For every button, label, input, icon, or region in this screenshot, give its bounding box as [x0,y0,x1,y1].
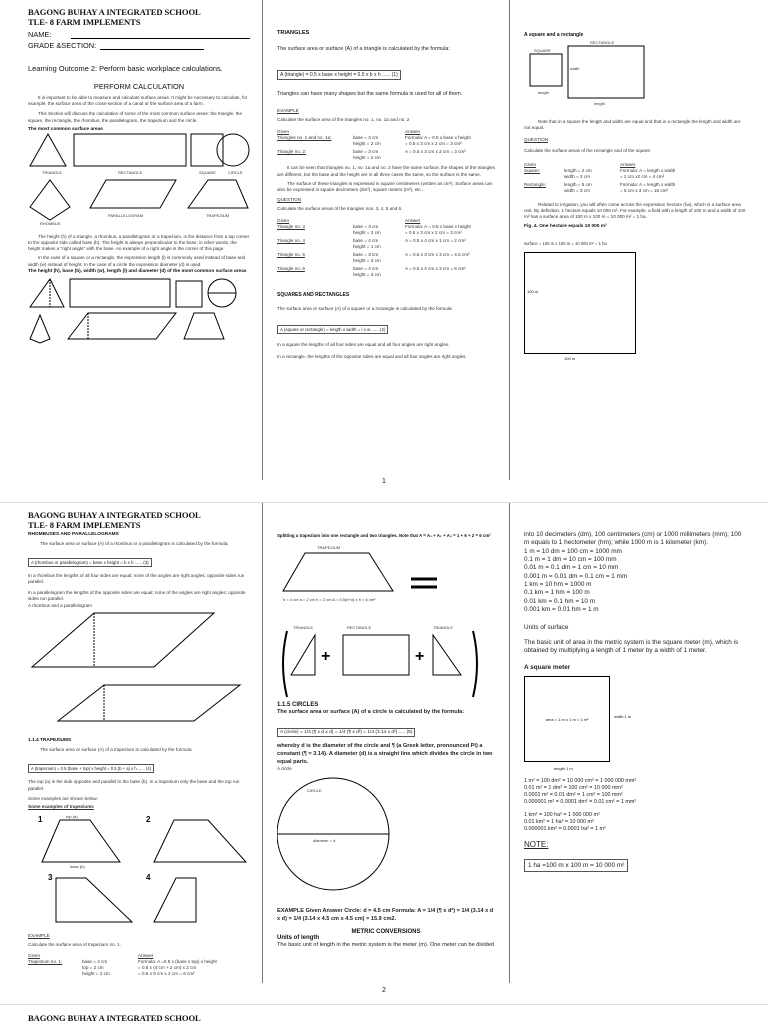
conversion-item: 0.1 m = 1 dm = 10 cm = 100 mm [524,556,617,564]
page-1 [0,0,768,500]
triangle-shape [30,134,66,166]
circle-small-label: A circle [277,765,292,771]
side-label: 100 m [527,289,539,295]
trapezium-examples: Some examples of trapeziums [28,804,94,810]
area-equation: 1 m² = 100 dm² = 10 000 cm² = 1 000 000 mm² [524,778,637,785]
squares-text: The surface area or surface (A) of a square or a rectangle is calculated by the formula: [277,305,453,311]
subject-title: TLE- 8 FARM IMPLEMENTS [28,520,141,530]
table-row [277,135,495,147]
page-2 [0,502,768,1003]
rectangle-shape [74,134,186,166]
circle-shape [217,134,249,166]
hectare-equations [524,812,746,833]
diameter-label: diameter = d [313,837,336,843]
table-row [277,238,495,250]
square-rectangle-title: A square and a rectangle [524,32,584,38]
conversion-item: 0.1 km = 1 hm = 100 m [524,589,590,597]
circles-title: 1.1.5 CIRCLES [277,701,319,708]
figure-caption: Fig. 4. One hectare equals 10 000 m² [524,224,607,230]
plus-sign: + [321,647,331,665]
table-row [277,252,495,264]
shape-label: TRAPEZIUM [206,212,230,218]
column-divider [262,0,263,480]
page-number: 1 [382,478,386,485]
units-length-text: The basic unit of length in the metric system is the meter (m). One meter can be divided [277,941,495,948]
row-answer: Formula: A = length x width = 5 cm x 3 cm = 15 cm² [620,181,676,193]
measurements-figure [28,275,250,345]
measure-title: The height (h), base (b), width (w), length (l) and diameter (d) of the most common surface areas [28,268,247,274]
square-paragraph: In the case of a square or a rectangle, the expression length (l) is commonly used instead of base and width (w) instead of height. In the case of a circle the expression diameter (d) is used. [28,255,246,267]
trapezium-note: The top (a) is the side opposite and parallel to the base (b). In a trapezium only the base and the top run parallel. [28,779,240,791]
length-intro: into 10 decimeters (dm), 100 centimeters (cm) or 1000 millimeters (mm); 100 m equals to 1 hectometer (hm); while 1000 m is 1 kilometer (km). [524,531,742,547]
intro-paragraph: It is important to be able to measure and calculate surface areas. It might be necessary to calculate, for example, the surface area of the cross-section of a canal or the surface area of a farm. [28,95,248,107]
row-name: Triangle no. 3 [277,223,305,229]
page2-column-3 [524,503,746,1003]
trapezium-text: The surface area or surface (A) of a trapezium is calculated by the formula: [40,747,193,753]
school-name: BAGONG BUHAY A INTEGRATED SCHOOL [28,510,201,520]
question-rows [277,224,495,278]
row-name: Triangle no. 2: [277,149,307,155]
rhombus-title: RHOMBUSES AND PARALLELOGRAMS [28,532,119,537]
square-rectangle-figure [524,38,746,108]
squares-title: SQUARES AND RECTANGLES [277,291,350,298]
rhombus-shape [30,180,70,220]
square-rows [524,168,746,194]
parallelogram-note: In a parallelogram the lengths of the opposite sides are equal; none of the angles are right angles; opposite sides run parallel. [28,589,246,601]
trapezium-split-figure [277,539,495,699]
area-equation: 0.000001 m² = 0.0001 dm² = 0.01 cm² = 1 mm² [524,799,637,806]
shape-label: TRIANGLE [42,169,63,175]
example-label: EXAMPLE [28,933,50,939]
parallelogram-shape [58,685,240,721]
page-number: 2 [382,987,386,994]
conversion-list [524,548,746,615]
column-divider [509,0,510,480]
square-meter-area: area = 1 m x 1 m = 1 m² [524,676,610,762]
circle-label: CIRCLE [307,787,322,793]
grade-field[interactable] [28,41,204,50]
svg-text:TRIANGLE: TRIANGLE [293,624,314,630]
school-name: BAGONG BUHAY A INTEGRATED SCHOOL [28,7,201,17]
row-answer: A = 0.5 x 4 cm x 1 cm = 2 cm² [405,237,466,243]
column-divider [509,503,510,983]
answer-label: Answer [138,952,154,958]
trapezium-some: Some examples are shown below: [28,795,98,801]
svg-text:TRIANGLE: TRIANGLE [433,624,454,630]
example-text: Calculate the surface area of the triangles no. 1, no. 1a and no. 2 [277,117,410,123]
example-rows [277,135,495,161]
page1-column-3 [524,0,746,500]
name-label: NAME: [28,30,52,39]
circle-example: EXAMPLE Given Answer Circle: d = 4.5 cm Formula: A = 1/4 (¶ x d²) = 1/4 (3.14 x d x d) = 1/4 (3.14 x 4.5 cm x 4.5 cm) = 15.9 cm2. [277,907,494,922]
hectare-equation: 0.000001 km² = 0.0001 ha² = 1 m² [524,826,606,833]
name-field[interactable] [28,30,250,39]
sqrect-note: Note that in a square the length and width are equal and that in a rectangle the length and width are not equal. [524,119,741,131]
row-given: base = 3 cm height = 2 cm [353,223,381,235]
row-given: base = 3 cm height = 2 cm [353,149,381,161]
trapezium-number: 1 [38,815,43,825]
conversion-item: 1 km = 10 hm = 1000 m [524,581,592,589]
page2-column-1 [28,503,250,1003]
shape-label: RHOMBUS [40,220,61,226]
note-label: NOTE: [524,840,549,850]
length-label: length 1 m [554,766,573,772]
length-label: length [538,90,549,95]
split-trapezium-label: TRAPEZIUM [317,544,341,550]
common-areas-title: The most common surface areas [28,126,103,132]
given-label: Given [524,161,537,167]
row-answer: A = 0.5 x 4 cm x 3 cm = 6 cm² [405,265,466,271]
circles-text: The surface area or surface (A) of a circle is calculated by the formula: [277,708,465,715]
circle-formula: A (circle) = 1/4 (¶ x d x d) = 1/4 (¶ x d²) = 1/4 (3.14 x d²) ..... (5) [277,728,415,737]
rectangle-note: In a rectangle, the lengths of the opposite sides are equal and all four angles are right angles. [277,354,467,360]
shape-label: CIRCLE [228,169,243,175]
trapezium-number: 4 [146,873,151,883]
triangle-note: Triangles can have many shapes but the same formula is used for all of them. [277,91,463,97]
rectangle-shape [568,46,644,98]
parallelogram-shape [90,180,176,208]
circle-figure [277,772,495,902]
height-paragraph: The height (h) of a triangle, a rhombus, a parallelogram or a trapezium, is the distance from a top corner to the opposite side called base (b). The height is always perpendicular to the base; in other words, the height makes a "right angle" with the base. An example of a right angle is the corner of this page. [28,233,250,252]
hectare-equation: 0.01 km² = 1 ha² = 10 000 m² [524,819,594,826]
bottom-label: 100 m [564,356,576,362]
question-label: QUESTION [277,197,301,203]
base-label: base (b) [70,864,85,870]
hectare-text: Related to irrigation, you will often come across the expression hectare (ha), which is a surface area unit. By definition, 1 hectare equals 10 000 m². For example, a field with a length of 100 m and a width of 100 m² has a surface area of 100 m x 100 m = 10 000 m² = 1 ha. [524,201,746,220]
figure-formula: surface = 100 m x 100 m = 10 000 m² = 1 ha [524,241,607,247]
trapezium-examples-figure [28,810,250,926]
given-label: Given [277,129,290,135]
square-formula: A (square or rectangle) = length x width = l x w ...... (2) [277,325,388,334]
row-answer: A = 0.5 x 3 cm x 3 cm = 4.5 cm² [405,251,470,257]
trapezium-title: 1.1.4 TRAPEZIUMS [28,738,72,744]
row-answer: Formula: A = 0.5 x base x height = 0.5 x 3 cm x 2 cm = 3 cm² [405,223,471,235]
row-name: Triangle no. 4 [277,237,305,243]
given-label: Given [277,217,290,223]
conversion-item: 0.001 km = 0.01 hm = 1 m [524,606,599,614]
row-name: Square: [524,167,541,173]
trapezium-number: 3 [48,873,53,883]
trap-row: Trapezium no. 1: base = 4 cm top = 2 cm height = 2 cm Formula: A =0.5 x (base x top) x height = 0.5 x (4 cm + 2 cm) x 2 cm = 0.5 x 6 cm x 2 cm = 6 cm² [28,958,217,976]
question-text: Calculate the surface areas of the triangles nos. 3, 4, 5 and 6. [277,206,403,212]
units-surface-text: The basic unit of area in the metric system is the square meter (m), which is obtained by multiplying a length of 1 meter by a width of 1 meter. [524,638,739,655]
conversion-item: 1 m = 10 dm = 100 cm = 1000 mm [524,547,622,555]
row-name: Triangles no. 1 and no. 1a: [277,135,332,141]
hectare-square [524,252,636,354]
area-equation: 0.01 m² = 1 dm² = 100 cm² = 10 000 mm² [524,785,623,792]
school-name: BAGONG BUHAY A INTEGRATED SCHOOL [28,1013,201,1023]
row-given: base = 4 cm height = 3 cm [353,265,381,277]
intro-paragraph: This Section will discuss the calculation of some of the most common surface areas: the triangle, the square, the rectangle, the rhombus, the parallelogram, the trapezium and the circle. [28,111,243,123]
page1-column-1 [28,0,250,500]
grade-line[interactable] [100,41,204,50]
width-label: width 1 m [614,714,632,720]
column-divider [262,503,263,983]
table-row [277,224,495,236]
rhombus-formula: A (rhombus or parallelogram) = base x height = b x h ...... (3) [28,558,152,567]
conversion-item: 0.001 m = 0.01 dm = 0.1 cm = 1 mm [524,572,628,580]
split-values: b = 4 cm a = 2 cm h = 2 cm A = 0.5(b+a) x h = 6 cm² [283,596,376,602]
example-text: Calculate the surface area of trapezium no. 1. [28,942,121,948]
row-name: Triangle no. 6 [277,265,305,271]
rhombus-note: In a rhombus the lengths of all four sides are equal; none of the angles are right angles; opposite sides run parallel. [28,573,245,585]
answer-label: Answer [405,217,421,223]
rhombus-shape [32,613,214,667]
length-label: length [594,101,605,106]
square-shape [530,54,562,86]
page-3 [0,1004,768,1025]
area-equation: 0.0001 m² = 0.01 dm² = 1 cm² = 100 mm² [524,792,623,799]
units-surface-title: Units of surface [524,624,569,632]
metric-title: METRIC CONVERSIONS [351,928,421,935]
shape-label: RECTANGLE [118,169,143,175]
row-given: base = 4 cm height = 1 cm [353,237,381,249]
name-line[interactable] [71,30,250,39]
conversion-item: 0.01 m = 0.1 dm = 1 cm = 10 mm [524,564,619,572]
table-row [524,182,746,194]
learning-outcome: Learning Outcome 2: Perform basic workplace calculations. [28,64,223,73]
row-answer: Formula: A = 0.5 x base x height = 0.5 x 3 cm x 2 cm = 3 cm² [405,135,471,147]
row-given: length = 5 cm width = 3 cm [564,181,592,193]
rhombus-parallelogram-figure [28,609,250,731]
square-meter-figure [524,676,634,776]
answer-label: Answer [620,161,636,167]
triangle-formula: A (triangle) = 0.5 x base x height = 0.5 x b x h ...... (1) [277,70,401,80]
square-label: SQUARE [534,48,551,53]
table-row [277,149,495,161]
row-answer: Formula: A = length x width = 2 cm x2 cm = 4 cm² [620,167,676,179]
row-given: base = 3 cm height = 2 cm [353,135,381,147]
example-label: EXAMPLE [277,108,299,113]
trapezium-formula: A (trapezium) = 0.5 (base + top) x height = 0.5 (b + a) x h ...... (4) [28,764,154,773]
plus-sign: + [415,647,425,665]
trapezium-number: 2 [146,815,151,825]
circle-definition: whereby d is the diameter of the circle and ¶ (a Greek letter, pronounced Pi) a constant (¶ = 3.14). A diameter (d) is a straight line which divides the circle in two equal parts. [277,742,493,765]
trapezium-shape [188,180,248,208]
square-shape [191,134,223,166]
hectare-equation: 1 km² = 100 ha² = 1 000 000 m² [524,812,600,819]
units-text: The surface of these triangles is expressed in square centimeters (written as cm²). Surface areas can also be expressed in square decimeters (dm²), square meters (m²), etc... [277,180,493,193]
given-label: Given [28,952,41,958]
shape-label: PARALLELOGRAM [108,212,144,218]
same-area-text: It can be seen that triangles no. 1, no. 1a and no. 2 have the same surface; the shapes of the triangles are different, but the base and the height are in all three cases the same, so the surface is the same. [277,165,495,177]
row-name: Rectangle: [524,181,546,187]
note-box: 1 ha =100 m x 100 m = 10 000 m² [524,859,628,872]
page1-column-2 [277,0,495,500]
square-meter-title: A square meter [524,663,571,671]
common-shapes-figure [28,132,250,227]
subject-title: TLE- 8 FARM IMPLEMENTS [28,17,141,27]
rhombus-subtitle: A rhombus and a parallelogram [28,603,92,609]
svg-text:RECTANGLE: RECTANGLE [347,624,372,630]
triangles-title: TRIANGLES [277,30,310,36]
page2-column-2 [277,503,495,1003]
width-label: width [570,66,580,71]
conversion-item: 0.01 km = 0.1 hm = 10 m [524,597,596,605]
question-text: Calculate the surface areas of the rectangle and of the square. [524,147,652,153]
area-equations [524,778,746,806]
units-length-title: Units of length [277,934,319,941]
triangles-text: The surface area or surface (A) of a triangle is calculated by the formula: [277,46,450,52]
grade-label: GRADE &SECTION: [28,41,97,50]
split-text: Splitting a trapezium into one rectangle and two triangles. Note that A = A₁ + A₂ + A₃ = 1 + 6 + 2 = 6 cm² [277,533,491,538]
square-note: In a square the lengths of all four sides are equal and all four angles are right angles. [277,341,450,347]
top-label: top (a) [66,814,78,820]
shape-label: SQUARE [199,169,216,175]
row-answer: A = 0.5 x 3 cm x 2 cm = 3 cm² [405,149,466,155]
row-given: base = 3 cm height = 3 cm [353,251,381,263]
table-row [524,168,746,180]
table-row [277,266,495,278]
perform-title: PERFORM CALCULATION [93,82,185,91]
rhombus-text: The surface area or surface (A) of a rhombus or a parallelogram is calculated by the formula: [40,541,229,546]
answer-label: Answer [405,129,421,135]
row-given: length = 2 cm width = 2 cm [564,167,592,179]
question-label: QUESTION [524,137,548,143]
rectangle-label: RECTANGLE [590,40,615,45]
row-name: Triangle no. 5 [277,251,305,257]
